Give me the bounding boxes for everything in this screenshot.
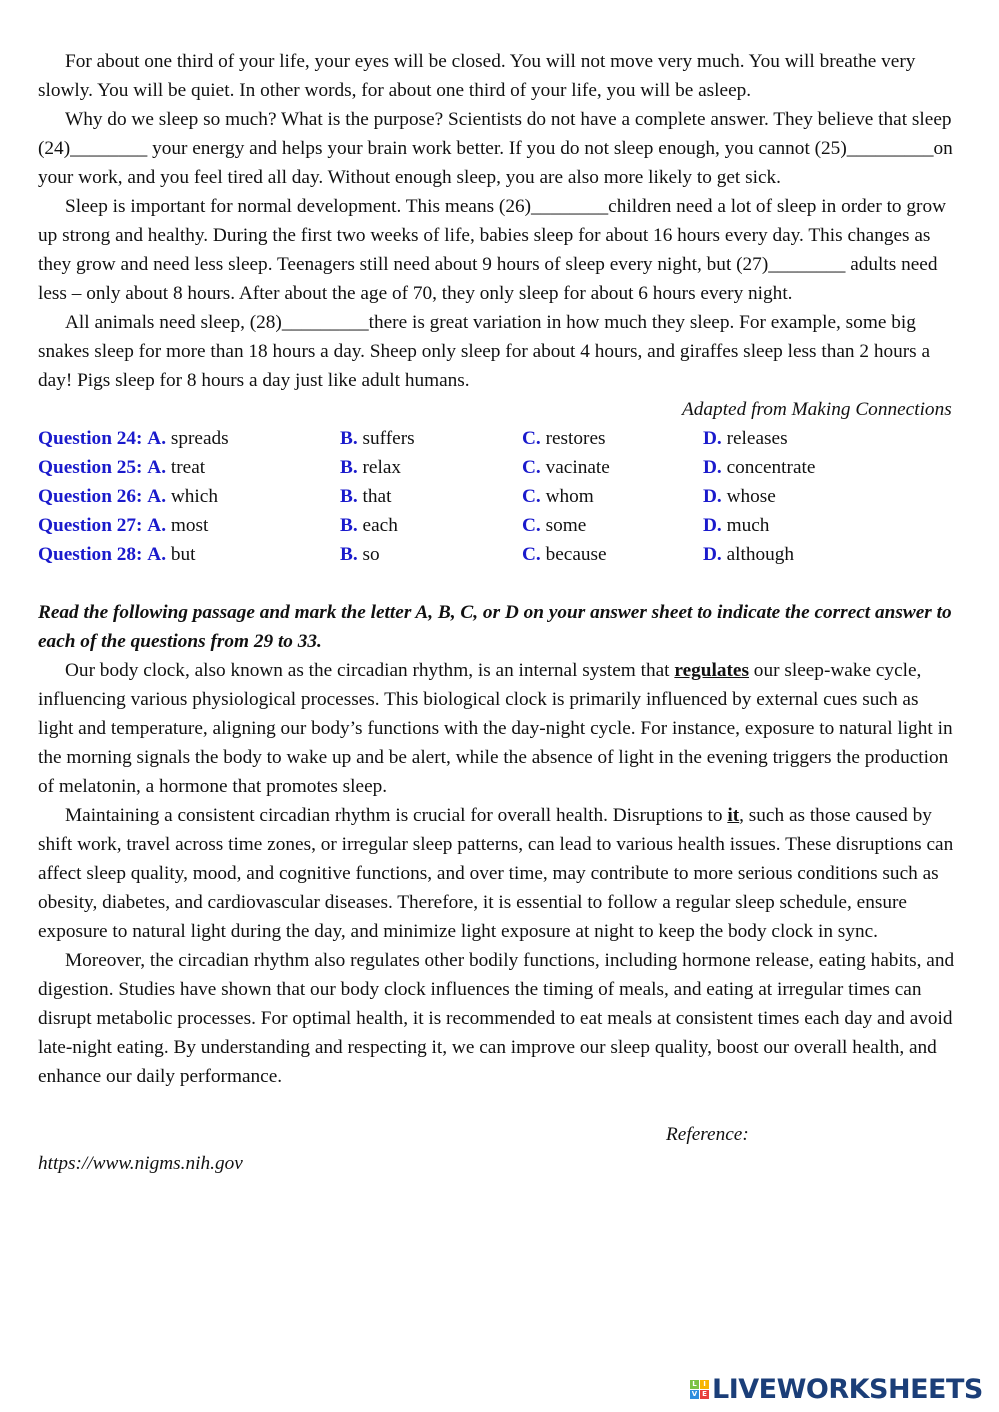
option-letter: C. [522,457,541,478]
passage1-source: Adapted from Making Connections [682,399,952,420]
option-letter: A. [147,544,167,565]
passage2-paragraph [38,801,956,946]
option-text: restores [545,428,606,449]
option-letter: C. [522,544,541,565]
question-label: Question 27: [38,515,143,536]
answer-option[interactable] [340,540,380,569]
document [38,47,956,1178]
option-text: each [362,515,398,536]
option-letter: C. [522,515,541,536]
answer-option[interactable] [522,540,607,569]
reference-label: Reference: [666,1124,749,1145]
option-letter: A. [147,457,167,478]
answer-option[interactable] [522,424,606,453]
option-letter: D. [703,544,722,565]
question-row [38,540,956,569]
option-letter: B. [340,544,358,565]
option-text: relax [362,457,402,478]
option-letter: D. [703,457,722,478]
option-text: vacinate [545,457,610,478]
logo-tile: I [700,1380,709,1389]
passage1-paragraph: For about one third of your life, your eyes will be closed. You will not move very much. You will breathe very slowly. You will be quiet. In other words, for about one third of your life, you will be asleep. [38,51,916,101]
answer-option[interactable] [703,511,769,540]
option-text: much [726,515,770,536]
option-letter: D. [703,515,722,536]
option-text: so [362,544,380,565]
text: , such as those caused by shift work, travel across time zones, or irregular sleep patterns, can lead to various health issues. These disruptions can affect sleep quality, mood, and cognitive functions, and over time, may contribute to more serious conditions such as obesity, diabetes, and cardiovascular diseases. Therefore, it is essential to follow a regular sleep schedule, ensure exposure to natural light during the day, and minimize light exposure at night to keep the body clock in sync. [38,805,954,942]
answer-option[interactable] [38,424,229,453]
logo-tiles-icon [690,1380,709,1399]
question-row [38,482,956,511]
option-text: most [170,515,209,536]
option-text: spreads [170,428,229,449]
answer-option[interactable] [522,511,586,540]
option-letter: A. [147,428,167,449]
option-text: concentrate [726,457,816,478]
logo-tile: V [691,1390,698,1398]
option-letter: C. [522,428,541,449]
option-letter: B. [340,486,358,507]
option-letter: C. [522,486,541,507]
option-letter: D. [703,428,722,449]
answer-option[interactable] [38,453,205,482]
instruction: Read the following passage and mark the letter A, B, C, or D on your answer sheet to indicate the correct answer to each of the questions from 29 to 33. [38,602,952,652]
underlined-word-regulates: regulates [674,660,749,681]
option-text: whom [545,486,594,507]
question-label: Question 24: [38,428,143,449]
text: Maintaining a consistent circadian rhythm is crucial for overall health. Disruptions to [65,805,728,826]
option-letter: D. [703,486,722,507]
answer-option[interactable] [38,540,196,569]
question-label: Question 25: [38,457,143,478]
answer-option[interactable] [38,482,218,511]
passage1-paragraph: Sleep is important for normal development. This means (26)________children need a lot of sleep in order to grow up strong and healthy. During the first two weeks of life, babies sleep for about 16 hours every day. This changes as they grow and need less sleep. Teenagers still need about 9 hours of sleep every night, but (27)________ adults need less – only about 8 hours. After about the age of 70, they only sleep for about 6 hours every night. [38,196,947,304]
answer-option[interactable] [340,424,415,453]
answer-option[interactable] [38,511,208,540]
logo-tile: L [690,1380,699,1389]
question-row [38,453,956,482]
answer-option[interactable] [340,482,391,511]
question-list [38,424,956,569]
answer-option[interactable] [340,511,398,540]
passage1-paragraph: All animals need sleep, (28)_________there is great variation in how much they sleep. For example, some big snakes sleep for more than 18 hours a day. Sheep only sleep for about 4 hours, and giraffes sleep less than 2 hours a day! Pigs sleep for 8 hours a day just like adult humans. [38,312,931,391]
answer-option[interactable] [703,453,815,482]
option-text: whose [726,486,776,507]
option-letter: B. [340,428,358,449]
passage2-paragraph: Moreover, the circadian rhythm also regulates other bodily functions, including hormone release, eating habits, and digestion. Studies have shown that our body clock influences the timing of meals, and eating at irregular times can disrupt metabolic processes. For optimal health, it is recommended to eat meals at consistent times each day and avoid late-night eating. By understanding and respecting it, we can improve our sleep quality, boost our overall health, and enhance our daily performance. [38,950,955,1087]
question-row [38,511,956,540]
option-text: suffers [362,428,415,449]
answer-option[interactable] [703,424,788,453]
option-letter: B. [340,515,358,536]
option-text: but [170,544,196,565]
option-text: treat [170,457,206,478]
answer-option[interactable] [340,453,401,482]
answer-option[interactable] [522,453,610,482]
answer-option[interactable] [703,540,794,569]
question-row [38,424,956,453]
answer-option[interactable] [703,482,776,511]
question-label: Question 26: [38,486,143,507]
liveworksheets-logo [690,1374,983,1405]
passage2-paragraph [38,656,956,801]
question-label: Question 28: [38,544,143,565]
option-text: because [545,544,607,565]
option-letter: B. [340,457,358,478]
option-text: some [545,515,587,536]
logo-text: LIVEWORKSHEETS [712,1374,983,1405]
option-text: which [170,486,218,507]
option-letter: A. [147,486,167,507]
underlined-word-it: it [727,805,740,826]
text: Our body clock, also known as the circadian rhythm, is an internal system that [65,660,675,681]
option-letter: A. [147,515,167,536]
reference-url: https://www.nigms.nih.gov [38,1153,243,1174]
option-text: although [726,544,795,565]
logo-tile: E [700,1390,709,1399]
answer-option[interactable] [522,482,594,511]
text: our sleep-wake cycle, influencing various physiological processes. This biological clock is primarily influenced by external cues such as light and temperature, aligning our body’s functions with the day-night cycle. For instance, exposure to natural light in the morning signals the body to wake up and be alert, while the absence of light in the evening triggers the production of melatonin, a hormone that promotes sleep. [38,660,953,797]
passage1-paragraph: Why do we sleep so much? What is the purpose? Scientists do not have a complete answer. They believe that sleep (24)________ your energy and helps your brain work better. If you do not sleep enough, you cannot (25)_________on your work, and you feel tired all day. Without enough sleep, you are also more likely to get sick. [38,109,953,188]
option-text: that [362,486,392,507]
option-text: releases [726,428,788,449]
